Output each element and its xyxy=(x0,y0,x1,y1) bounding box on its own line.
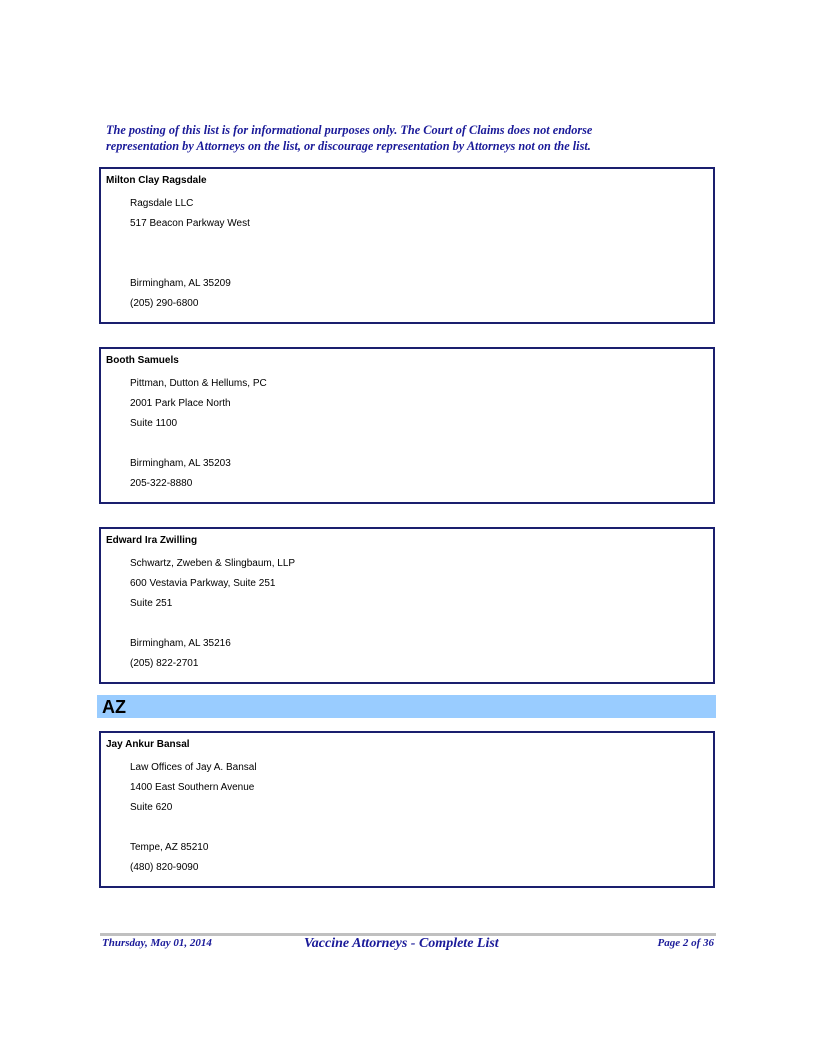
attorney-city-state-zip: Birmingham, AL 35216 xyxy=(130,638,231,649)
footer-page-number: Page 2 of 36 xyxy=(657,937,714,949)
attorney-phone: 205-322-8880 xyxy=(130,478,193,489)
disclaimer-line-1: The posting of this list is for informational purposes only. The Court of Claims does not endorse xyxy=(106,123,593,137)
attorney-firm: Ragsdale LLC xyxy=(130,198,194,209)
attorney-name: Milton Clay Ragsdale xyxy=(106,175,207,186)
state-code: AZ xyxy=(102,697,126,717)
attorney-name: Edward Ira Zwilling xyxy=(106,535,198,546)
attorney-phone: (205) 822-2701 xyxy=(130,658,199,669)
attorney-firm: Schwartz, Zweben & Slingbaum, LLP xyxy=(130,558,296,569)
footer-title: Vaccine Attorneys - Complete List xyxy=(304,936,499,951)
attorney-card-samuels xyxy=(99,347,715,504)
attorney-address-line-2: Suite 251 xyxy=(130,598,173,609)
attorney-address-line-2: Suite 1100 xyxy=(130,418,178,429)
attorney-address-line-1: 2001 Park Place North xyxy=(130,398,231,409)
disclaimer-text xyxy=(106,122,746,154)
attorney-name: Booth Samuels xyxy=(106,355,179,366)
attorney-address-line-1: 600 Vestavia Parkway, Suite 251 xyxy=(130,578,276,589)
disclaimer-line-2: representation by Attorneys on the list, or discourage representation by Attorneys not on the list. xyxy=(106,139,591,153)
attorney-address-line-2: Suite 620 xyxy=(130,802,173,813)
attorney-phone: (205) 290-6800 xyxy=(130,298,199,309)
footer-date: Thursday, May 01, 2014 xyxy=(102,937,212,949)
attorney-city-state-zip: Birmingham, AL 35209 xyxy=(130,278,231,289)
attorney-firm: Pittman, Dutton & Hellums, PC xyxy=(130,378,267,389)
attorney-firm: Law Offices of Jay A. Bansal xyxy=(130,762,257,773)
attorney-name: Jay Ankur Bansal xyxy=(106,739,190,750)
attorney-card-zwilling xyxy=(99,527,715,684)
attorney-card-ragsdale xyxy=(99,167,715,324)
state-section-header xyxy=(97,695,716,718)
attorney-card-bansal xyxy=(99,731,715,888)
attorney-city-state-zip: Birmingham, AL 35203 xyxy=(130,458,231,469)
attorney-city-state-zip: Tempe, AZ 85210 xyxy=(130,842,209,853)
attorney-address-line-1: 517 Beacon Parkway West xyxy=(130,218,250,229)
attorney-phone: (480) 820-9090 xyxy=(130,862,199,873)
attorney-address-line-1: 1400 East Southern Avenue xyxy=(130,782,255,793)
